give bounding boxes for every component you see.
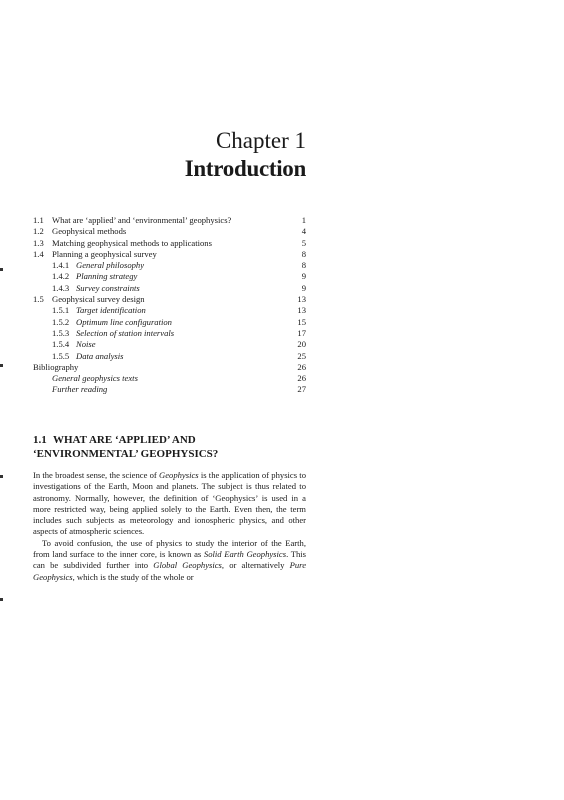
margin-mark — [0, 475, 3, 478]
toc-entry — [33, 317, 306, 328]
toc-entry-title: General philosophy — [76, 260, 145, 271]
toc-entry-title: General geophysics texts — [52, 373, 138, 384]
toc-entry — [33, 384, 306, 395]
toc-entry-title: Survey constraints — [76, 282, 140, 293]
toc-entry — [33, 226, 306, 237]
toc-entry — [33, 305, 306, 316]
text-run: To avoid confusion, the use of physics to study the interior of the Earth, from land surface to the inner core, is known as — [33, 537, 306, 560]
toc-entry-page: 20 — [297, 339, 306, 350]
toc-entry-page: 15 — [297, 316, 306, 327]
toc-entry-number: 1.5.1 — [52, 305, 70, 316]
text-run: , which is the study of the whole or — [72, 571, 194, 582]
toc-entry-page: 26 — [297, 373, 306, 384]
toc-entry-title: Target identification — [76, 305, 146, 316]
body-text — [33, 470, 306, 583]
text-run: . This can be subdivided further into — [33, 549, 307, 571]
toc-entry-title: Noise — [76, 339, 96, 350]
toc-entry-number: 1.5.3 — [52, 327, 70, 338]
emphasized-term: Solid Earth Geophysics — [203, 549, 287, 560]
toc-entry-title: Matching geophysical methods to applications — [52, 237, 212, 248]
toc-entry-page: 9 — [301, 282, 306, 293]
emphasized-term: Global Geophysics — [153, 560, 222, 571]
toc-entry-number: 1.3 — [33, 237, 44, 248]
toc-entry-title: Optimum line configuration — [76, 316, 172, 327]
toc-entry — [33, 260, 306, 271]
toc-entry — [33, 362, 306, 373]
toc-entry-title: Selection of station intervals — [76, 327, 175, 338]
toc-entry — [33, 238, 306, 249]
toc-entry-number: 1.5.4 — [52, 339, 70, 350]
toc-entry-page: 25 — [297, 350, 306, 361]
toc-entry-page: 8 — [301, 260, 306, 271]
toc-entry-number: 1.4.2 — [52, 271, 70, 282]
toc-entry — [33, 215, 306, 226]
toc-entry — [33, 271, 306, 282]
paragraph-2 — [33, 538, 306, 583]
toc-entry-number: 1.1 — [33, 215, 44, 225]
toc-entry-title: Further reading — [52, 384, 108, 395]
section-heading-line2: ‘ENVIRONMENTAL’ GEOPHYSICS? — [33, 448, 219, 460]
emphasized-term: Geophysics — [159, 470, 199, 480]
section-heading — [33, 433, 306, 461]
toc-entry-title: Planning strategy — [76, 271, 138, 282]
toc-entry — [33, 339, 306, 350]
toc-entry-page: 26 — [297, 361, 306, 372]
toc-entry-title: Planning a geophysical survey — [52, 248, 157, 259]
toc-entry — [33, 328, 306, 339]
margin-mark — [0, 268, 3, 271]
toc-entry — [33, 283, 306, 294]
toc-entry-title: Bibliography — [33, 361, 79, 372]
toc-entry-page: 8 — [301, 248, 306, 259]
toc-entry-page: 4 — [301, 226, 306, 237]
section-heading-line1 — [33, 433, 306, 447]
toc-entry-number: 1.2 — [33, 226, 44, 237]
chapter-label: Chapter 1 — [215, 128, 306, 153]
chapter-title: Introduction — [184, 156, 306, 181]
toc-entry-page: 5 — [301, 237, 306, 248]
text-run: is the application of physics to investigations of the Earth, Moon and planets. The subject is thus related to astronomy. Normally, however, the definition of ‘Geophysics’ is used in a more restricted way, being applied solely to the Earth. Even then, the term includes such subjects as meteorology and ionospheric physics, and other aspects of atmospheric sciences. — [33, 470, 306, 537]
toc-entry-number: 1.5.2 — [52, 316, 70, 327]
toc-entry-page: 13 — [297, 294, 306, 305]
toc-entry — [33, 294, 306, 305]
toc-entry-page: 9 — [301, 271, 306, 282]
toc-entry-number: 1.4.3 — [52, 282, 70, 293]
toc-entry-number: 1.4.1 — [52, 260, 70, 271]
margin-mark — [0, 364, 3, 367]
toc-entry-title: What are ‘applied’ and ‘environmental’ geophysics? — [52, 215, 232, 225]
toc-entry-page: 27 — [297, 384, 306, 395]
toc-entry-page: 13 — [297, 305, 306, 316]
text-run: , or alternatively — [221, 560, 290, 571]
section-heading-text1: WHAT ARE ‘APPLIED’ AND — [53, 434, 196, 446]
toc-entry — [33, 351, 306, 362]
toc-entry-number: 1.5.5 — [52, 350, 70, 361]
toc-entry — [33, 249, 306, 260]
margin-mark — [0, 598, 3, 601]
toc-entry-page: 17 — [297, 327, 306, 338]
table-of-contents — [33, 215, 306, 396]
toc-entry-title: Geophysical survey design — [52, 294, 145, 305]
toc-entry-title: Geophysical methods — [52, 226, 127, 237]
emphasized-term: Pure Geophysics — [33, 560, 307, 582]
toc-entry-page: 1 — [301, 215, 306, 225]
text-run: In the broadest sense, the science of — [33, 470, 160, 480]
toc-entry — [33, 373, 306, 384]
toc-entry-number: 1.5 — [33, 294, 44, 305]
toc-entry-number: 1.4 — [33, 248, 44, 259]
section-number: 1.1 — [33, 434, 47, 446]
toc-entry-title: Data analysis — [76, 350, 124, 361]
paragraph-1 — [33, 470, 306, 538]
